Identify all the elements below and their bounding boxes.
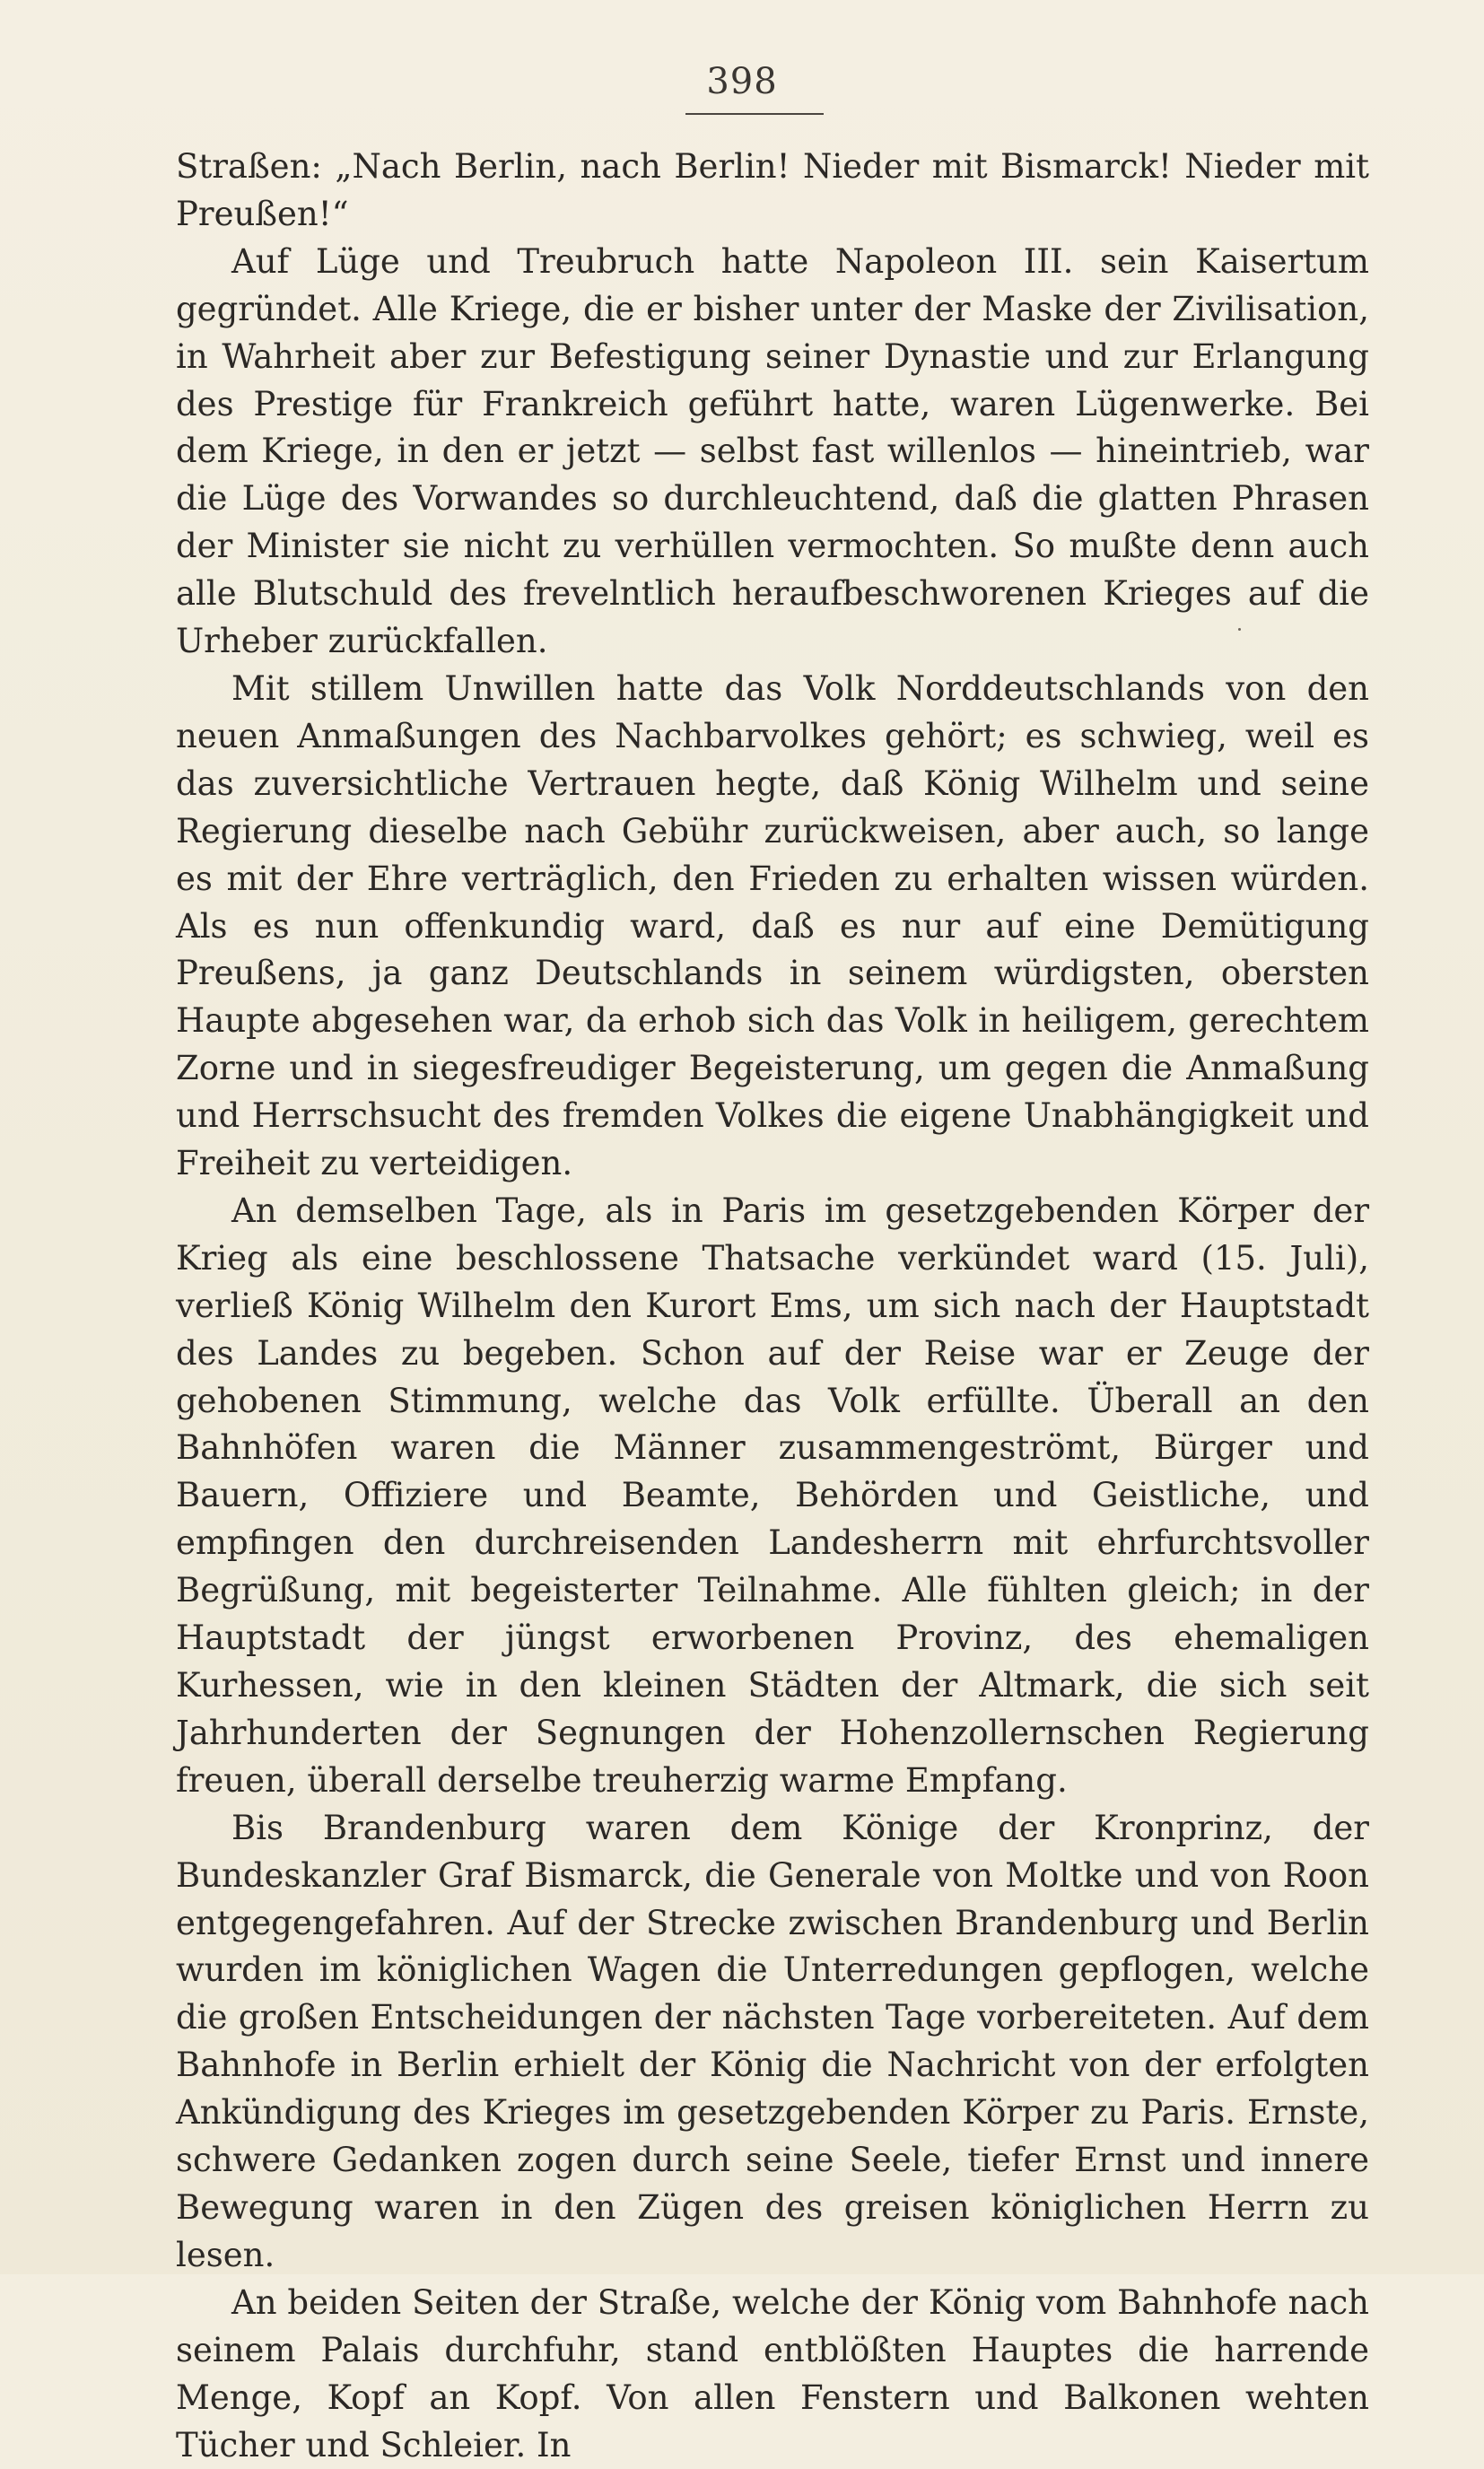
paragraph: Bis Brandenburg waren dem Könige der Kronprinz, der Bundeskanzler Graf Bismarck, die Generale von Moltke und von Roon entgegengefahren. Auf der Strecke zwischen Brandenburg und Berlin wurden im königlichen Wagen die Unterredungen gepflogen, welche die großen Entscheidungen der nächsten Tage vorbereiteten. Auf dem Bahnhofe in Berlin erhielt der König die Nachricht von der erfolgten Ankündigung des Krieges im gesetzgebenden Körper zu Paris. Ernste, schwere Gedanken zogen durch seine Seele, tiefer Ernst und innere Bewegung waren in den Zügen des greisen königlichen Herrn zu lesen. [176,1808,1369,2274]
body-text [176,144,1369,2469]
paragraph-continuation: Straßen: „Nach Berlin, nach Berlin! Nieder mit Bismarck! Nieder mit Preußen!“ [176,147,1369,233]
paragraph: Auf Lüge und Treubruch hatte Napoleon III. sein Kaisertum gegründet. Alle Kriege, die er bisher unter der Maske der Zivilisation, in Wahrheit aber zur Befestigung seiner Dynastie und zur Erlangung des Prestige für Frankreich geführt hatte, waren Lügenwerke. Bei dem Kriege, in den er jetzt — selbst fast willenlos — hineintrieb, war die Lüge des Vorwandes so durchleuchtend, daß die glatten Phrasen der Minister sie nicht zu verhüllen vermochten. So mußte denn auch alle Blutschuld des frevelntlich heraufbeschworenen Krieges auf die Urheber zurückfallen. [176,241,1369,661]
paper-speck [1238,628,1241,631]
header-rule [685,113,824,115]
page-number: 398 [706,61,778,102]
paragraph: Mit stillem Unwillen hatte das Volk Norddeutschlands von den neuen Anmaßungen des Nachbarvolkes gehört; es schwieg, weil es das zuversichtliche Vertrauen hegte, daß König Wilhelm und seine Regierung dieselbe nach Gebühr zurückweisen, aber auch, so lange es mit der Ehre verträglich, den Frieden zu erhalten wissen würden. Als es nun offenkundig ward, daß es nur auf eine Demütigung Preußens, ja ganz Deutschlands in seinem würdigsten, obersten Haupte abgesehen war, da erhob sich das Volk in heiligem, gerechtem Zorne und in siegesfreudiger Begeisterung, um gegen die Anmaßung und Herrschsucht des fremden Volkes die eigene Unabhängigkeit und Freiheit zu verteidigen. [176,668,1369,1183]
paragraph: An beiden Seiten der Straße, welche der König vom Bahnhofe nach seinem Palais durchfuhr, stand entblößten Hauptes die harrende Menge, Kopf an Kopf. Von allen Fenstern und Balkonen wehten Tücher und Schleier. In [176,2282,1369,2465]
paragraph: An demselben Tage, als in Paris im gesetzgebenden Körper der Krieg als eine beschlossene Thatsache verkündet ward (15. Juli), verließ König Wilhelm den Kurort Ems, um sich nach der Hauptstadt des Landes zu begeben. Schon auf der Reise war er Zeuge der gehobenen Stimmung, welche das Volk erfüllte. Überall an den Bahnhöfen waren die Männer zusammengeströmt, Bürger und Bauern, Offiziere und Beamte, Behörden und Geistliche, und empfingen den durchreisenden Landesherrn mit ehrfurchtsvoller Begrüßung, mit begeisterter Teilnahme. Alle fühlten gleich; in der Hauptstadt der jüngst erworbenen Provinz, des ehemaligen Kurhessen, wie in den kleinen Städten der Altmark, die sich seit Jahrhunderten der Segnungen der Hohenzollernschen Regierung freuen, überall derselbe treuherzig warme Empfang. [176,1191,1369,1800]
